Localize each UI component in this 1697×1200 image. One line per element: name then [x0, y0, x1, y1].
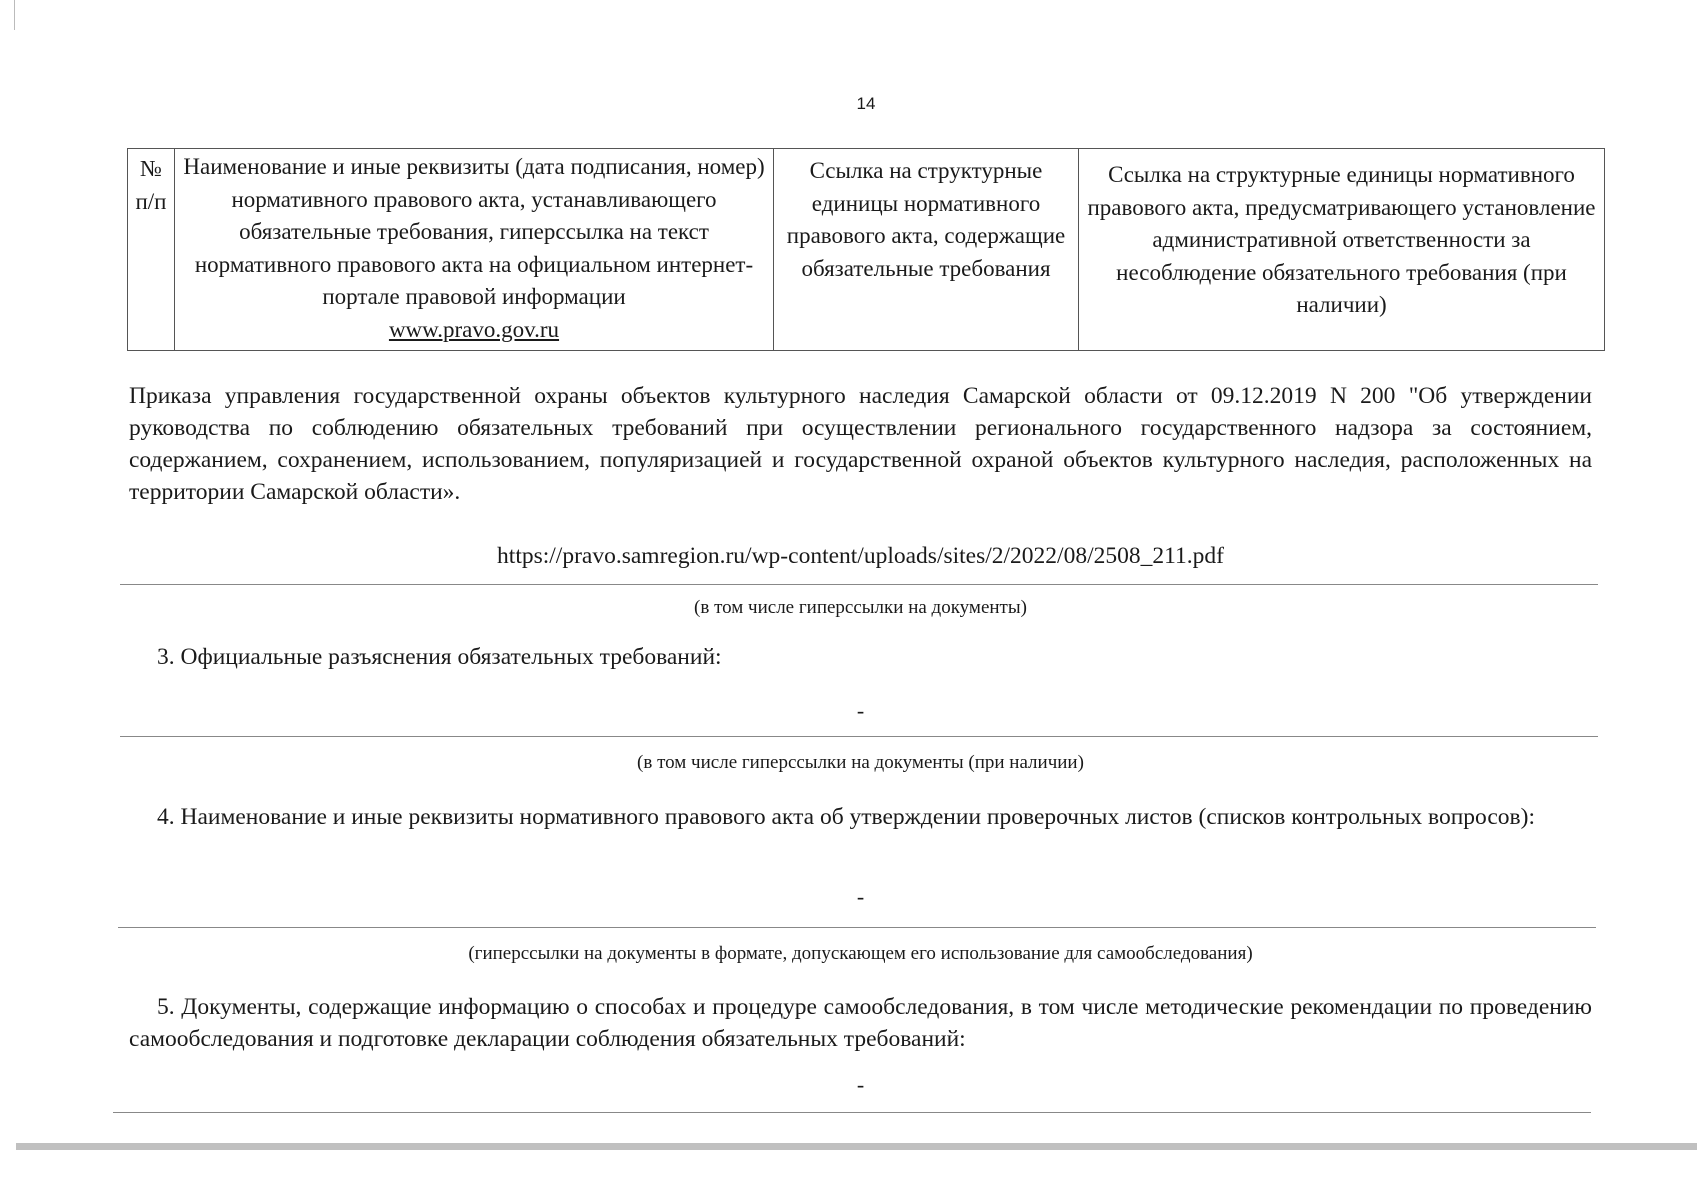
order-text: Приказа управления государственной охраны объектов культурного наследия Самарской области от 09.12.2019 N 200 "Об утверждении руководства по соблюдению обязательных требований при осуществлении регионального государственного надзора за состоянием, содержанием, сохранением, использованием, популяризацией и государственной охраной объектов культурного наследия, расположенных на территории Самарской области».	[129, 383, 1592, 505]
page-bottom-bar	[16, 1143, 1697, 1150]
section-4-caption: (гиперссылки на документы в формате, допускающем его использование для самообследования)	[468, 943, 1253, 964]
section-5-heading: 5. Документы, содержащие информацию о способах и процедуре самообследования, в том числе методические рекомендации по проведению самообследования и подготовке декларации соблюдения обязательных требований:	[129, 994, 1592, 1052]
header-number-symbol: №	[140, 156, 162, 181]
order-url[interactable]: https://pravo.samregion.ru/wp-content/uploads/sites/2/2022/08/2508_211.pdf	[497, 543, 1224, 569]
page-number: 14	[856, 94, 876, 113]
section-3-caption: (в том числе гиперссылки на документы (при наличии)	[637, 752, 1084, 773]
section-4-heading: 4. Наименование и иные реквизиты нормативного правового акта об утверждении проверочных листов (списков контрольных вопросов):	[157, 804, 1535, 830]
section-4-value: -	[856, 884, 865, 909]
divider	[113, 1112, 1591, 1113]
divider	[120, 736, 1598, 737]
requirements-table	[127, 148, 1605, 351]
header-act-name	[175, 149, 774, 351]
caption-hyperlinks: (в том числе гиперссылки на документы)	[694, 597, 1027, 618]
header-number	[128, 149, 175, 351]
section-3-value: -	[856, 698, 865, 723]
header-admin-responsibility: Ссылка на структурные единицы нормативного правового акта, предусматривающего установление административной ответственности за несоблюдение обязательного требования (при наличии)	[1079, 149, 1605, 351]
table-header-row	[128, 149, 1605, 351]
divider	[120, 584, 1598, 585]
header-act-name-text: Наименование и иные реквизиты (дата подписания, номер) нормативного правового акта, устанавливающего обязательные требования, гиперссылка на текст нормативного правового акта на официальном интернет-портале правовой информации	[183, 154, 765, 309]
scan-edge-mark	[14, 0, 15, 30]
section-5-value: -	[856, 1072, 865, 1097]
divider	[118, 927, 1596, 928]
section-3-heading: 3. Официальные разъяснения обязательных требований:	[157, 644, 722, 670]
header-number-label: п/п	[135, 188, 167, 214]
pravo-gov-link[interactable]: www.pravo.gov.ru	[388, 316, 560, 342]
header-structural-units: Ссылка на структурные единицы нормативного правового акта, содержащие обязательные требования	[774, 149, 1079, 351]
